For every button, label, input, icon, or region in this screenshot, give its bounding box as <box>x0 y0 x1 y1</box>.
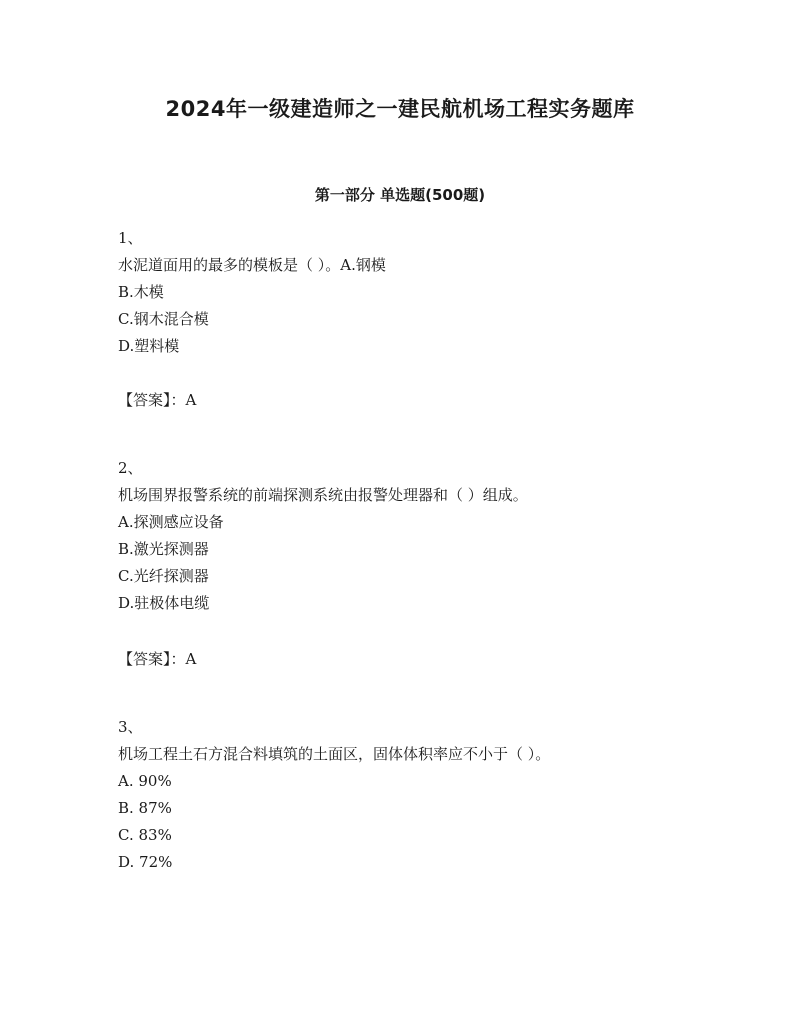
option-b: B.木模 <box>118 283 164 301</box>
question-stem: 机场围界报警系统的前端探测系统由报警处理器和（ ）组成。 <box>118 486 528 504</box>
question-stem: 机场工程土石方混合料填筑的土面区，固体体积率应不小于（ ）。 <box>118 745 551 763</box>
option-c: C.钢木混合模 <box>118 310 209 328</box>
answer-label: 【答案】：A <box>118 650 197 668</box>
question-stem: 水泥道面用的最多的模板是（ ）。A.钢模 <box>118 256 386 274</box>
option-d: D.驻极体电缆 <box>118 594 210 612</box>
document-title: 2024年一级建造师之一建民航机场工程实务题库 <box>165 97 635 121</box>
option-b: B.激光探测器 <box>118 540 209 558</box>
question-number: 3、 <box>118 718 143 736</box>
answer-label: 【答案】：A <box>118 391 197 409</box>
question-number: 2、 <box>118 459 143 477</box>
question-number: 1、 <box>118 229 143 247</box>
option-d: D. 72% <box>118 853 173 871</box>
option-c: C.光纤探测器 <box>118 567 209 585</box>
option-c: C. 83% <box>118 826 172 844</box>
option-a: A.探测感应设备 <box>118 513 224 531</box>
section-title: 第一部分 单选题(500题) <box>314 186 486 204</box>
option-a: A. 90% <box>118 772 172 790</box>
option-d: D.塑料模 <box>118 337 180 355</box>
option-b: B. 87% <box>118 799 172 817</box>
